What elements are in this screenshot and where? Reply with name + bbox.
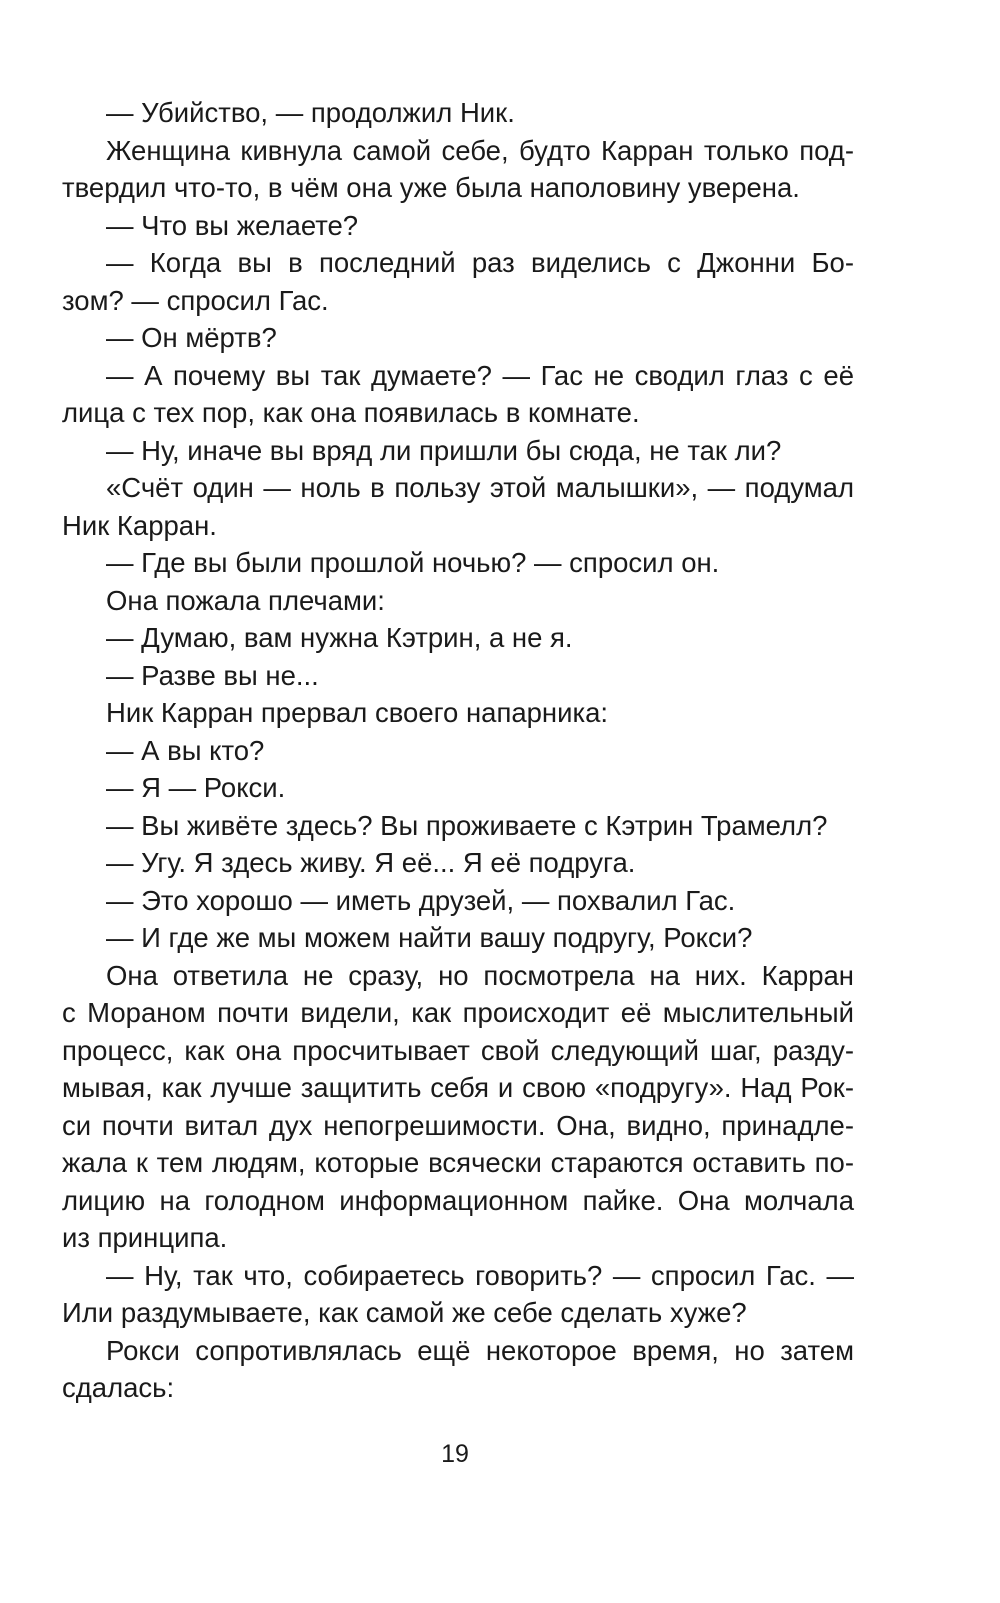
text-line: — Разве вы не... <box>106 659 319 691</box>
text-line: — Убийство, — продолжил Ник. <box>106 97 515 128</box>
text-line: — Ну, так что, собираетесь говорить? — спросил Гас. — <box>106 1259 854 1291</box>
text-line: Ник Карран прервал своего напарника: <box>106 697 609 728</box>
text-line: — А вы кто? <box>106 734 265 766</box>
text-line: — Это хорошо — иметь друзей, — похвалил Гас. <box>106 884 736 916</box>
text-line: лицию на голодном информационном пайке. Она молчала <box>62 1184 854 1216</box>
text-line: — Что вы желаете? <box>106 209 359 241</box>
text-line: мывая, как лучше защитить себя и свою «подругу». Над Рок- <box>62 1072 854 1103</box>
text-line: зом? — спросил Гас. <box>62 284 329 316</box>
text-line: Ник Карран. <box>62 509 217 541</box>
text-line: — И где же мы можем найти вашу подругу, Рокси? <box>106 922 753 953</box>
page-number: 19 <box>441 1440 469 1468</box>
text-line: жала к тем людям, которые всячески стараются оставить по- <box>62 1147 854 1178</box>
text-line: — Вы живёте здесь? Вы проживаете с Кэтрин Трамелл? <box>106 809 828 841</box>
text-line: твердил что-то, в чём она уже была наполовину уверена. <box>62 172 800 203</box>
book-page-text <box>62 94 854 1407</box>
text-line: Или раздумываете, как самой же себе сделать хуже? <box>62 1297 747 1328</box>
text-line: процесс, как она просчитывает свой следующий шаг, разду- <box>62 1034 854 1066</box>
text-line: Она ответила не сразу, но посмотрела на них. Карран <box>106 959 854 991</box>
text-line: — Когда вы в последний раз виделись с Джонни Бо- <box>106 247 854 278</box>
text-line: Рокси сопротивлялась ещё некоторое время, но затем <box>106 1334 854 1366</box>
text-line: — Думаю, вам нужна Кэтрин, а не я. <box>106 622 573 653</box>
text-line: лица с тех пор, как она появилась в комнате. <box>62 397 640 428</box>
text-line: — Угу. Я здесь живу. Я её... Я её подруга. <box>106 847 636 878</box>
text-line: из принципа. <box>62 1222 228 1253</box>
text-line: — А почему вы так думаете? — Гас не сводил глаз с её <box>106 359 854 391</box>
text-line: «Счёт один — ноль в пользу этой малышки», — подумал <box>106 472 854 503</box>
text-line: Женщина кивнула самой себе, будто Карран только под- <box>106 134 854 166</box>
text-line: с Мораном почти видели, как происходит её мыслительный <box>62 997 854 1028</box>
text-line: си почти витал дух непогрешимости. Она, видно, принадле- <box>62 1109 854 1141</box>
text-line: — Где вы были прошлой ночью? — спросил он. <box>106 547 720 578</box>
text-line: — Я — Рокси. <box>106 772 286 803</box>
text-line: сдалась: <box>62 1372 175 1403</box>
text-line: — Он мёртв? <box>106 322 277 353</box>
text-line: — Ну, иначе вы вряд ли пришли бы сюда, не так ли? <box>106 434 782 466</box>
text-line: Она пожала плечами: <box>106 584 385 616</box>
